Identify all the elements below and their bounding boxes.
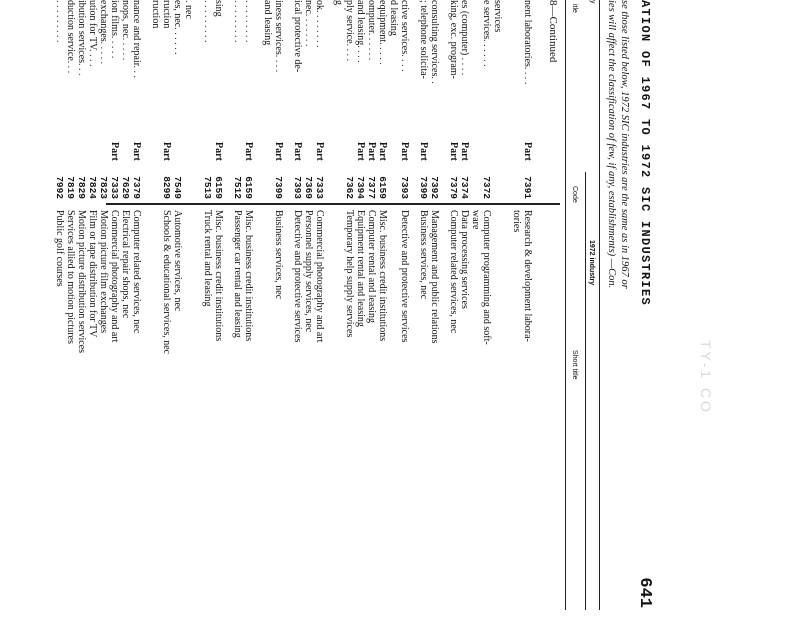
subtitle-line-2: ies will affect the classification of few, if any, establishments) —Con. — [606, 0, 617, 289]
part-marker: Part — [109, 142, 120, 161]
industry-title-1967: ply service. . . . — [344, 0, 355, 62]
short-title-1972: Management and public relations — [429, 210, 440, 344]
short-title-1972: Computer related services, nec — [131, 210, 142, 334]
industry-title-1967: and leasing — [262, 0, 273, 46]
table-row — [65, 0, 76, 610]
table-row — [109, 0, 120, 610]
table-row — [262, 0, 273, 610]
industry-title-1967: exchanges. . . . . — [98, 0, 109, 65]
industry-title-1967: ibution services. . . — [76, 0, 87, 76]
sic-code: 7393 — [292, 176, 303, 199]
sic-code: 7393 — [399, 176, 410, 199]
short-title-1972: Personnel supply services, nec — [303, 210, 314, 333]
sic-code: 7399 — [273, 176, 284, 199]
industry-title-1967: equipment. . . . . — [377, 0, 388, 65]
industry-title-1967: ion films. . . . . — [109, 0, 120, 59]
industry-title-1967: ution for TV. . . . — [87, 0, 98, 67]
industry-title-1967: es, nec. . . . . . — [172, 0, 183, 55]
section-heading: 8—Continued — [547, 0, 559, 63]
industry-title-1967: . . . . . . . . . — [202, 0, 213, 43]
part-marker: Part — [243, 142, 254, 161]
table-row — [243, 0, 254, 610]
sic-code: 7819 — [65, 176, 76, 199]
table-row — [314, 0, 325, 610]
table-row — [292, 0, 303, 610]
industry-title-1967: es (computer) . . . . — [459, 0, 470, 76]
column-header-short-title: Short title — [571, 350, 578, 380]
part-marker: Part — [418, 142, 429, 161]
industry-title-1967: ctive services. . . . — [399, 0, 410, 72]
industry-title-1967: and leasing. . . . — [355, 0, 366, 63]
rotated-document-page — [54, 0, 662, 618]
sic-code: 8299 — [161, 176, 172, 199]
header-bottom-rule — [565, 0, 566, 610]
table-row — [333, 0, 344, 610]
part-marker: Part — [377, 142, 388, 161]
part-marker: Part — [292, 142, 303, 161]
part-marker: Part — [459, 142, 470, 161]
sic-code: 7379 — [448, 176, 459, 199]
short-title-1972: Automotive services, nec — [172, 210, 183, 312]
sic-code: 7629 — [120, 176, 131, 199]
table-row — [273, 0, 284, 610]
part-marker: Part — [366, 142, 377, 161]
short-title-1972: Detective and protective services — [399, 210, 410, 343]
table-row — [120, 0, 131, 610]
sic-code: 7362 — [344, 176, 355, 199]
sic-code: 6159 — [377, 176, 388, 199]
sic-code: 7369 — [303, 176, 314, 199]
part-marker: Part — [161, 142, 172, 161]
table-row — [344, 0, 355, 610]
industry-title-1967: services — [492, 0, 503, 33]
industry-title-1967: ruction — [161, 0, 172, 29]
short-title-1972: Computer related services, nec — [448, 210, 459, 334]
industry-title-1967: g — [333, 0, 344, 5]
short-title-1972: Film or tape distribution for TV — [87, 210, 98, 338]
industry-title-1967: omputer. . . . . . — [366, 0, 377, 61]
column-header-industry: y — [589, 0, 596, 4]
industry-title-1967: iness services. . . . — [273, 0, 284, 73]
header-mid-rule — [585, 172, 586, 610]
short-title-1972: Truck rental and leasing — [202, 210, 213, 307]
industry-title-1967: nops, nec. . . . . — [120, 0, 131, 61]
table-row — [213, 0, 224, 610]
part-marker: Part — [131, 142, 142, 161]
table-row — [76, 0, 87, 610]
part-marker: Part — [448, 142, 459, 161]
short-title-1972: Passenger car rental and leasing — [232, 210, 243, 338]
sic-code: 7829 — [76, 176, 87, 199]
short-title-1972: Misc. business credit institutions — [377, 210, 388, 342]
header-top-rule — [599, 0, 600, 610]
table-row — [355, 0, 366, 610]
short-title-1972: Misc. business credit institutions — [243, 210, 254, 342]
sic-code: 7379 — [131, 176, 142, 199]
sic-code: 7824 — [87, 176, 98, 199]
column-header-code: Code — [571, 186, 578, 203]
sic-code: 7992 — [54, 176, 65, 199]
short-title-1972: Data processing services — [459, 210, 470, 309]
table-row — [388, 0, 399, 610]
table-row — [131, 0, 142, 610]
short-title-1972: Detective and protective services — [292, 210, 303, 343]
sic-code: 7513 — [202, 176, 213, 199]
short-title-1972: Computer rental and leasing — [366, 210, 377, 324]
sic-code: 7333 — [314, 176, 325, 199]
industry-title-1967: nance and repair. . . — [131, 0, 142, 79]
sic-code: 6159 — [243, 176, 254, 199]
sic-code: 6159 — [213, 176, 224, 199]
table-row — [87, 0, 98, 610]
table-row — [183, 0, 194, 610]
short-title-1972: Services allied to motion pictures — [65, 210, 76, 344]
table-row — [459, 0, 470, 610]
table-row — [492, 0, 503, 610]
subtitle-line-1: se those listed below, 1972 SIC industries are the same as in 1967 or — [619, 0, 630, 289]
table-row — [150, 0, 161, 610]
short-title-1972: Electrical repair shops, nec — [120, 210, 131, 319]
page-number: 641 — [635, 577, 654, 608]
part-marker: Part — [314, 142, 325, 161]
part-marker: Part — [522, 142, 533, 161]
short-title-1972: tories — [511, 210, 522, 233]
industry-title-1967: e services. . . . . . — [481, 0, 492, 67]
sic-code: 7399 — [418, 176, 429, 199]
sic-code: 7372 — [481, 176, 492, 199]
industry-title-1967: sing — [213, 0, 224, 17]
sic-code: 7394 — [355, 176, 366, 199]
industry-title-1967: nec. . . . . . . — [303, 0, 314, 47]
table-row — [98, 0, 109, 610]
short-title-1972: Computer programming and soft- — [481, 210, 492, 345]
column-header-1972-industry: 1972 industry — [588, 240, 595, 286]
part-marker: Part — [273, 142, 284, 161]
industry-title-1967: ical protective de- — [292, 0, 303, 73]
table-row — [481, 0, 492, 610]
table-row — [418, 0, 429, 610]
short-title-1972: Business services, nec — [273, 210, 284, 300]
short-title-1972: Equipment rental and leasing — [355, 210, 366, 327]
industry-title-1967: . . . . . . . . . — [54, 0, 65, 43]
table-row — [202, 0, 213, 610]
sic-code: 7549 — [172, 176, 183, 199]
short-title-1972: Misc. business credit institutions — [213, 210, 224, 342]
table-row — [522, 0, 533, 610]
industry-title-1967: . . . . . . . . . — [243, 0, 254, 43]
industry-title-1967: d leasing — [388, 0, 399, 36]
table-row — [448, 0, 459, 610]
sic-code: 7374 — [459, 176, 470, 199]
industry-title-1967: . . . . . . . . . — [232, 0, 243, 43]
table-row — [470, 0, 481, 610]
table-row — [54, 0, 65, 610]
table-row — [172, 0, 183, 610]
bleed-through-text: TY-1 CO — [698, 340, 714, 415]
short-title-1972: Public golf courses — [54, 210, 65, 287]
industry-title-1967: ; telephone solicita- — [418, 0, 429, 79]
short-title-1972: Motion picture film exchanges — [98, 210, 109, 334]
short-title-1972: Motion picture distribution services — [76, 210, 87, 354]
industry-title-1967: . nec — [183, 0, 194, 19]
table-row — [232, 0, 243, 610]
short-title-1972: Schools & educational services, nec — [161, 210, 172, 355]
table-row — [377, 0, 388, 610]
table-row — [366, 0, 377, 610]
short-title-1972: Commercial photography and art — [314, 210, 325, 343]
short-title-1972: Business services, nec — [418, 210, 429, 300]
short-title-1972: Commercial photography and art — [109, 210, 120, 343]
table-row — [303, 0, 314, 610]
industry-title-1967: duction service. . . — [65, 0, 76, 74]
sic-code: 7391 — [522, 176, 533, 199]
part-marker: Part — [399, 142, 410, 161]
part-marker: Part — [355, 142, 366, 161]
industry-title-1967: ruction — [150, 0, 161, 29]
table-row — [429, 0, 440, 610]
sic-code: 7512 — [232, 176, 243, 199]
sic-code: 7392 — [429, 176, 440, 199]
industry-title-1967: nent laboratories. . . . — [522, 0, 533, 85]
sic-code: 7377 — [366, 176, 377, 199]
part-marker: Part — [213, 142, 224, 161]
industry-title-1967: consulting services. . — [429, 0, 440, 84]
sic-code: 7333 — [109, 176, 120, 199]
column-header-title: itle — [571, 4, 578, 13]
short-title-1972: Temporary help supply services — [344, 210, 355, 338]
table-row — [399, 0, 410, 610]
table-row — [161, 0, 172, 610]
page-title: ATION OF 1967 TO 1972 SIC INDUSTRIES — [638, 0, 652, 307]
sic-code: 7823 — [98, 176, 109, 199]
industry-title-1967: king, exc. program- — [448, 0, 459, 79]
table-row — [511, 0, 522, 610]
short-title-1972: Research & development labora- — [522, 210, 533, 342]
industry-title-1967: ok. . . . . . . . — [314, 0, 325, 48]
short-title-1972: ware — [470, 210, 481, 230]
